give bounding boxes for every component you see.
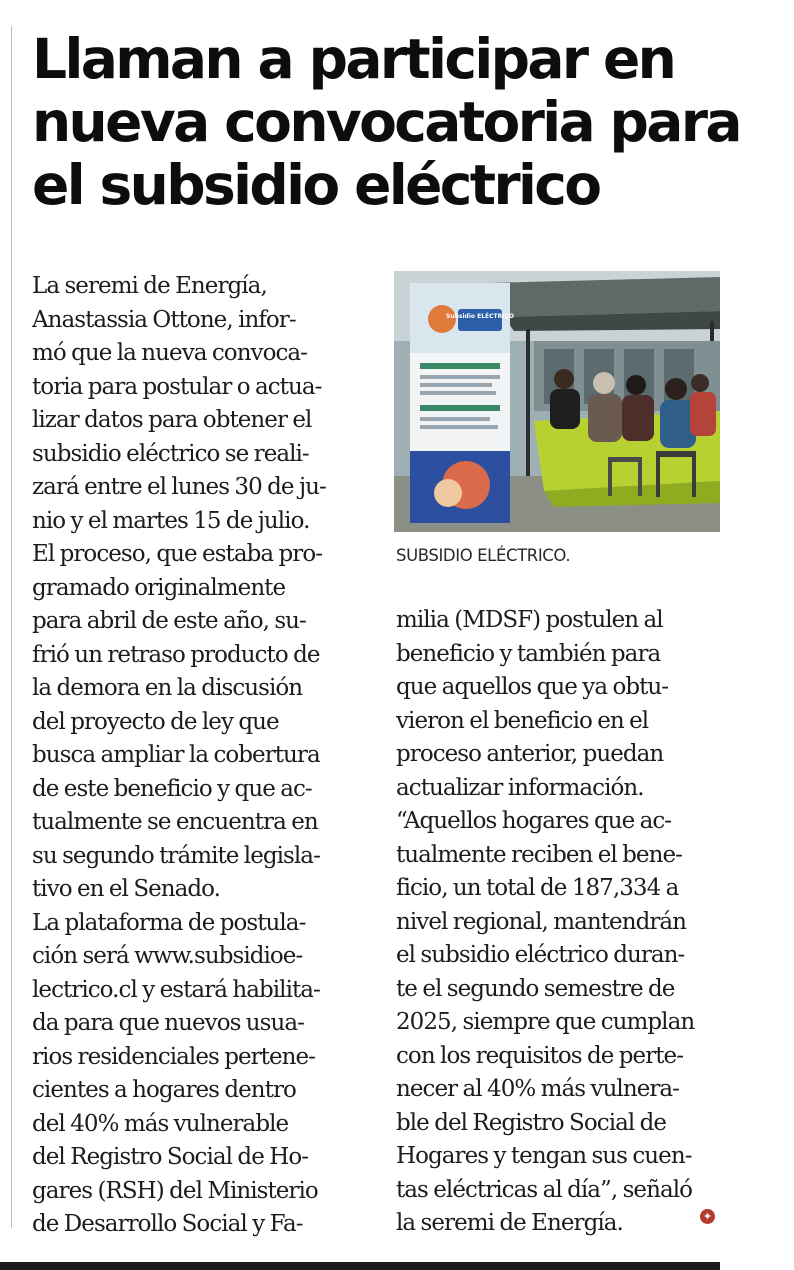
banner-title: Subsidio ELÉCTRICO (446, 313, 514, 320)
article-headline: Llaman a participar en nueva convocatoria para el subsidio eléctrico (32, 27, 740, 217)
bottom-rule (0, 1262, 720, 1270)
photo-illustration (394, 271, 720, 532)
article-photo (394, 271, 720, 532)
column-rule (11, 26, 12, 1228)
star-end-mark-icon: ✦ (700, 1209, 715, 1224)
body-column-right: milia (MDSF) postulen al beneficio y también para que aquellos que ya obtu- vieron el beneficio en el proceso anterior, puedan actualizar información. “Aquellos hogares que ac- tualmente reciben el bene- ficio, un total de 187,334 a nivel regional, mantendrán el subsidio eléctrico duran- te el segundo semestre de 2025, siempre que cumplan con los requisitos de perte- necer al 40% más vulnera- ble del Registro Social de Hogares y tengan sus cuen- tas eléctricas al día”, señaló la seremi de Energía. (396, 607, 695, 1236)
body-column-left: La seremi de Energía, Anastassia Ottone, infor- mó que la nueva convoca- toria para postular o actua- lizar datos para obtener el subsidio eléctrico se reali- zará entre el lunes 30 de ju- nio y el martes 15 de julio. El proceso, que estaba pro- gramado originalmente para abril de este año, su- frió un retraso producto de la demora en la discusión del proyecto de ley que busca ampliar la cobertura de este beneficio y que ac- tualmente se encuentra en su segundo trámite legisla- tivo en el Senado. La plataforma de postula- ción será www.subsidioe- lectrico.cl y estará habilita- da para que nuevos usua- rios residenciales pertene- cientes a hogares dentro del 40% más vulnerable del Registro Social de Ho- gares (RSH) del Ministerio de Desarrollo Social y Fa- (32, 273, 326, 1237)
photo-caption: SUBSIDIO ELÉCTRICO. (396, 546, 571, 565)
